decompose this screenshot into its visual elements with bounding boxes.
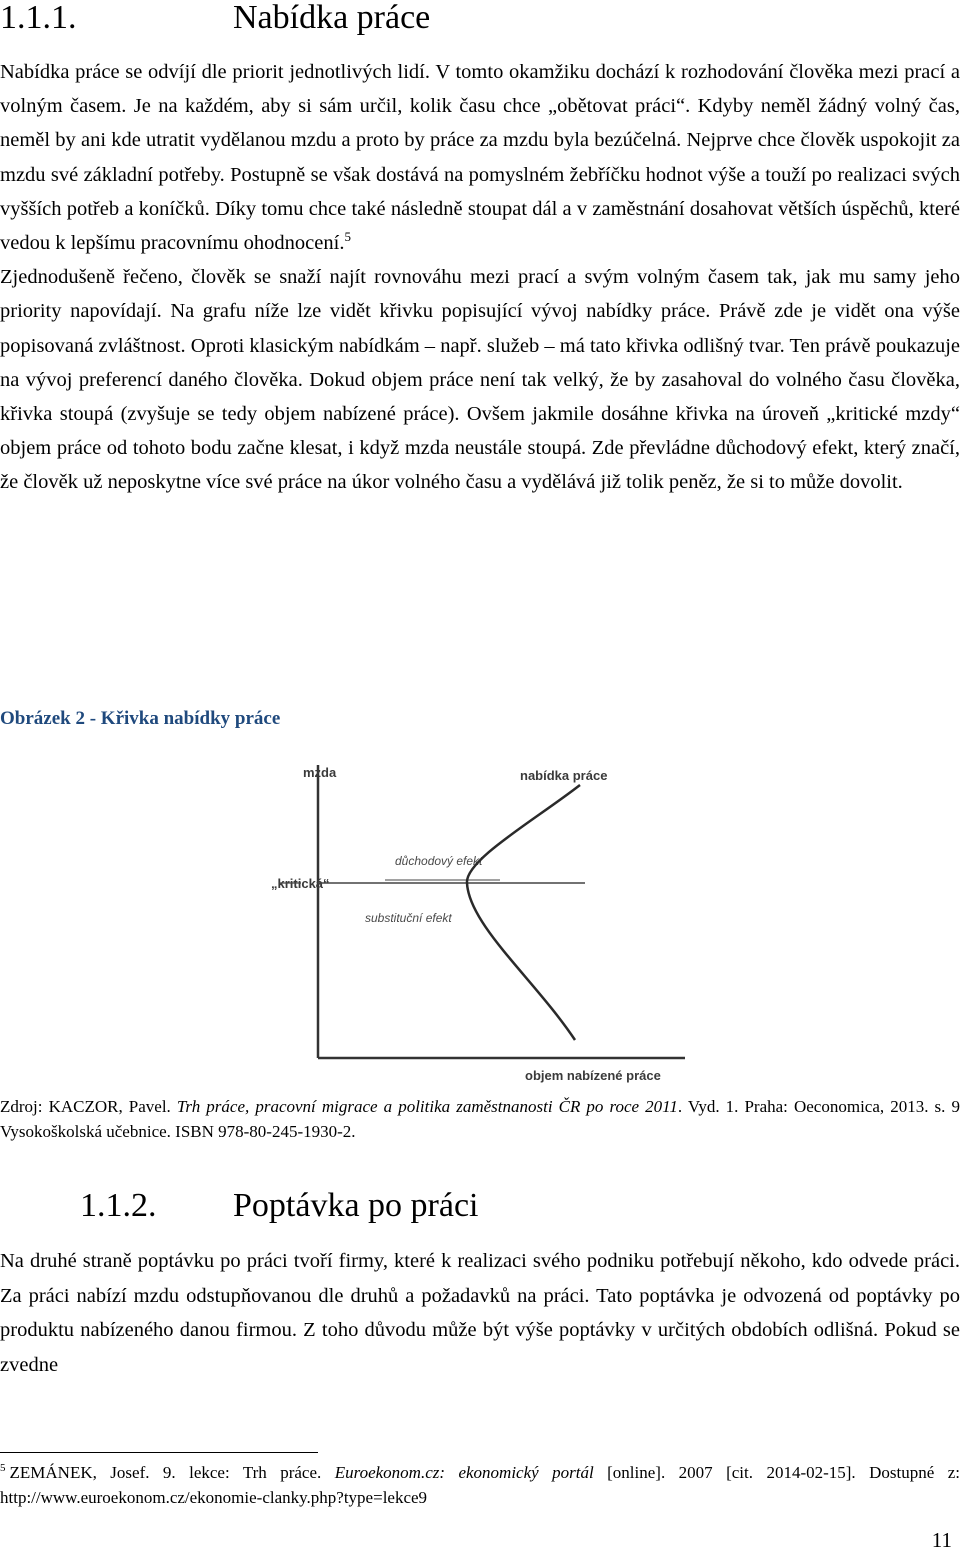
footnote-suffix: [online]. 2007 [cit. 2014-02-15]. Dostupné z: http://www.euroekonom.cz/ekonomie-clanky.php?type=lekce9: [0, 1463, 960, 1507]
income-effect-label: důchodový efekt: [395, 854, 483, 868]
figure-source: [0, 1094, 960, 1144]
footnote-title: Euroekonom.cz: ekonomický portál: [334, 1463, 594, 1482]
curve-label: nabídka práce: [520, 768, 608, 783]
section-title-2: Poptávka po práci: [233, 1187, 479, 1224]
substitution-effect-label: substituční efekt: [365, 911, 452, 925]
paragraph-text-2: Zjednodušeně řečeno, člověk se snaží najít rovnováhu mezi prací a svým volným časem tak, jak mu samy jeho priority napovídají. Na grafu níže lze vidět křivku popisující vývoj nabídky práce. Právě zde je vidět ona výše popisovaná zvláštnost. Oproti klasickým nabídkám – např. služeb – má tato křivka odlišný tvar. Ten právě poukazuje na vývoj preferencí daného člověka. Dokud objem práce není tak velký, že by zasahoval do volného času člověka, křivka stoupá (zvyšuje se tedy objem nabízené práce). Ovšem jakmile dosáhne křivka na úroveň „kritické mzdy“ objem práce od tohoto bodu začne klesat, i když mzda neustále stoupá. Zde převládne důchodový efekt, který značí, že člověk už neposkytne více své práce na úkor volného času a vydělává již tolik peněz, že si to může dovolit.: [0, 266, 960, 494]
critical-label: „kritická“: [271, 876, 330, 891]
supply-curve: [467, 785, 580, 1040]
footnote-ref[interactable]: 5: [344, 229, 351, 245]
footnote-prefix: ZEMÁNEK, Josef. 9. lekce: Trh práce.: [9, 1463, 335, 1482]
paragraph-3: Na druhé straně poptávku po práci tvoří firmy, které k realizaci svého podniku potřebují někoho, kdo odvede práci. Za práci nabízí mzdu odstupňovanou dle druhů a požadavků na práci. Tato poptávka je odvozená od poptávky po produktu nabízeného danou firmou. Z toho důvodu může být výše poptávky v určitých obdobích odlišná. Pokud se zvedne: [0, 1250, 960, 1376]
section-number-2: 1.1.2.: [80, 1187, 157, 1224]
labor-supply-figure: [235, 740, 695, 1085]
paragraph-text: Nabídka práce se odvíjí dle priorit jednotlivých lidí. V tomto okamžiku dochází k rozhodování člověka mezi prací a volným časem. Je na každém, aby si sám určil, kolik času chce „obětovat práci“. Kdyby neměl žádný volný čas, neměl by ani kde utratit vydělanou mzdu a proto by práce za mzdu byla bezúčelná. Nejprve chce člověk uspokojit za mzdu své základní potřeby. Postupně se však dostává na pomyslném žebříčku hodnot výše a touží po realizaci svých vyšších potřeb a koníčků. Díky tomu chce také následně stoupat dál a v zaměstnání dosahovat větších úspěchů, které vedou k lepšímu pracovnímu ohodnocení.: [0, 61, 960, 255]
footnote-separator: [0, 1452, 318, 1453]
section-number: 1.1.1.: [0, 0, 77, 36]
footnote: [0, 1460, 960, 1510]
x-axis-label: objem nabízené práce: [525, 1068, 661, 1083]
source-prefix: Zdroj: KACZOR, Pavel.: [0, 1097, 177, 1116]
footnote-number: 5: [0, 1462, 6, 1475]
source-suffix: . Vyd. 1. Praha: Oeconomica, 2013. s. 9 Vysokoškolská učebnice. ISBN 978-80-245-1930-2.: [0, 1097, 960, 1141]
source-title: Trh práce, pracovní migrace a politika zaměstnanosti ČR po roce 2011: [176, 1097, 678, 1116]
section-title: Nabídka práce: [233, 0, 431, 36]
y-axis-label: mzda: [303, 765, 337, 780]
paragraph-1: [0, 55, 960, 500]
page-number: 11: [931, 1528, 952, 1552]
figure-caption: Obrázek 2 - Křivka nabídky práce: [0, 708, 281, 729]
